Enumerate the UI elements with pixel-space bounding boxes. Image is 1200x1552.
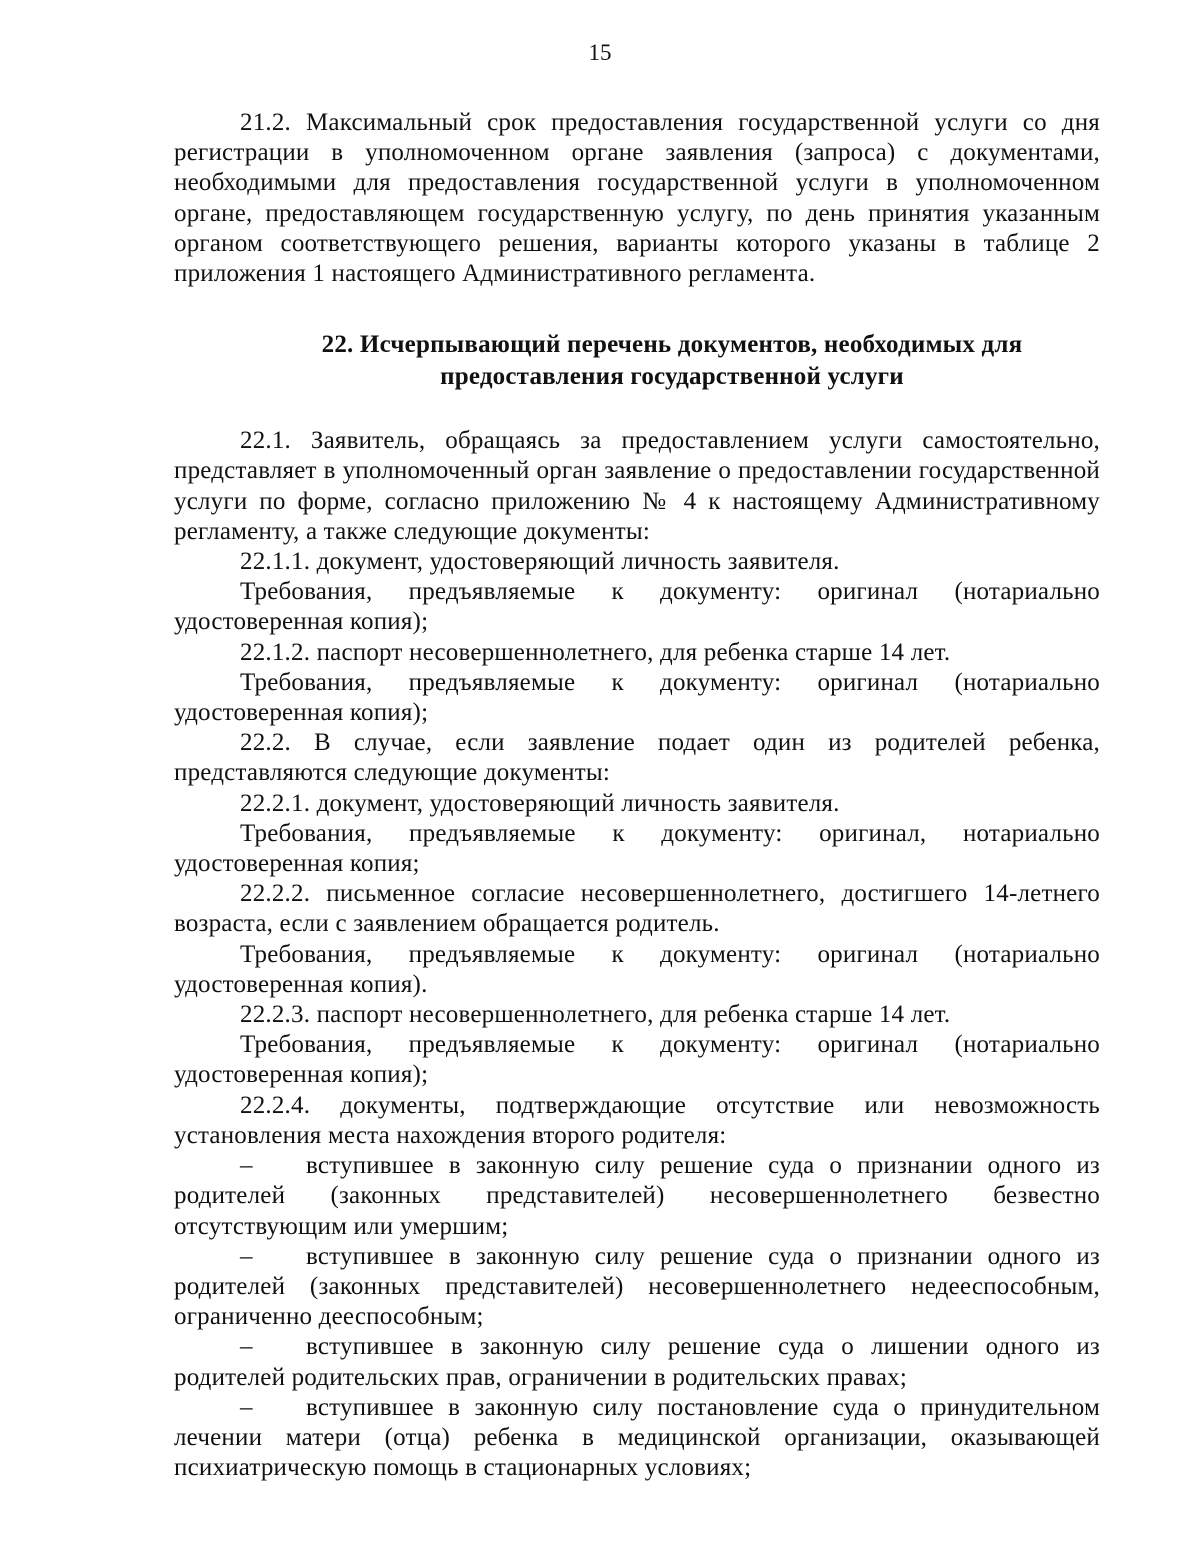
document-body bbox=[174, 108, 1100, 1483]
page-number: 15 bbox=[588, 40, 612, 65]
paragraph-22-2-4: 22.2.4. документы, подтверждающие отсутствие или невозможность установления места нахождения второго родителя: bbox=[174, 1091, 1100, 1149]
requirements-paragraph: Требования, предъявляемые к документу: оригинал (нотариально удостоверенная копия). bbox=[174, 940, 1100, 998]
bullet-item bbox=[174, 1332, 1100, 1392]
requirements-paragraph: Требования, предъявляемые к документу: оригинал (нотариально удостоверенная копия); bbox=[174, 668, 1100, 727]
paragraph-22-2-3: 22.2.3. паспорт несовершеннолетнего, для ребенка старше 14 лет. bbox=[240, 1001, 951, 1029]
requirements-paragraph: Требования, предъявляемые к документу: оригинал (нотариально удостоверенная копия); bbox=[174, 578, 1100, 636]
section-heading bbox=[174, 329, 1100, 393]
bullet-text: вступившее в законную силу решение суда о лишении одного из родителей родительских прав, ограничении в родительских правах; bbox=[174, 1333, 1100, 1391]
bullet-item bbox=[174, 1393, 1100, 1484]
dash-marker: – bbox=[240, 1242, 253, 1270]
paragraph-22-1-1: 22.1.1. документ, удостоверяющий личность заявителя. bbox=[240, 548, 840, 576]
dash-marker: – bbox=[240, 1152, 253, 1180]
paragraph-22-1: 22.1. Заявитель, обращаясь за предоставлением услуги самостоятельно, представляет в уполномоченный орган заявление о предоставлении государственной услуги по форме, согласно приложению № 4 к настоящему Административному регламенту, а также следующие документы: bbox=[174, 427, 1100, 545]
bullet-item bbox=[174, 1151, 1100, 1242]
paragraph-22-1-2: 22.1.2. паспорт несовершеннолетнего, для ребенка старше 14 лет. bbox=[240, 638, 951, 666]
dash-marker: – bbox=[240, 1333, 253, 1361]
bullet-text: вступившее в законную силу решение суда о признании одного из родителей (законных представителей) несовершеннолетнего безвестно отсутствующим или умершим; bbox=[174, 1152, 1100, 1240]
section-heading-line-1: 22. Исчерпывающий перечень документов, необходимых для bbox=[321, 331, 1023, 359]
bullet-text: вступившее в законную силу постановление суда о принудительном лечении матери (отца) ребенка в медицинской организации, оказывающей психиатрическую помощь в стационарных условиях; bbox=[174, 1393, 1100, 1482]
dash-marker: – bbox=[240, 1393, 253, 1421]
bullet-item bbox=[174, 1242, 1100, 1333]
section-heading-line-2: предоставления государственной услуги bbox=[440, 363, 904, 391]
paragraph-22-2: 22.2. В случае, если заявление подает один из родителей ребенка, представляются следующие документы: bbox=[174, 729, 1100, 787]
requirements-paragraph: Требования, предъявляемые к документу: оригинал, нотариально удостоверенная копия; bbox=[174, 819, 1100, 878]
bullet-text: вступившее в законную силу решение суда о признании одного из родителей (законных представителей) несовершеннолетнего недееспособным, ограниченно дееспособным; bbox=[174, 1242, 1100, 1331]
paragraph-21-2: 21.2. Максимальный срок предоставления государственной услуги со дня регистрации в уполномоченном органе заявления (запроса) с документами, необходимыми для предоставления государственной услуги в уполномоченном органе, предоставляющем государственную услугу, по день принятия указанным органом соответствующего решения, варианты которого указаны в таблице 2 приложения 1 настоящего Административного регламента. bbox=[174, 109, 1100, 288]
requirements-paragraph: Требования, предъявляемые к документу: оригинал (нотариально удостоверенная копия); bbox=[174, 1031, 1100, 1089]
paragraph-22-2-1: 22.2.1. документ, удостоверяющий личность заявителя. bbox=[240, 789, 840, 817]
paragraph-22-2-2: 22.2.2. письменное согласие несовершеннолетнего, достигшего 14-летнего возраста, если с заявлением обращается родитель. bbox=[174, 880, 1100, 938]
